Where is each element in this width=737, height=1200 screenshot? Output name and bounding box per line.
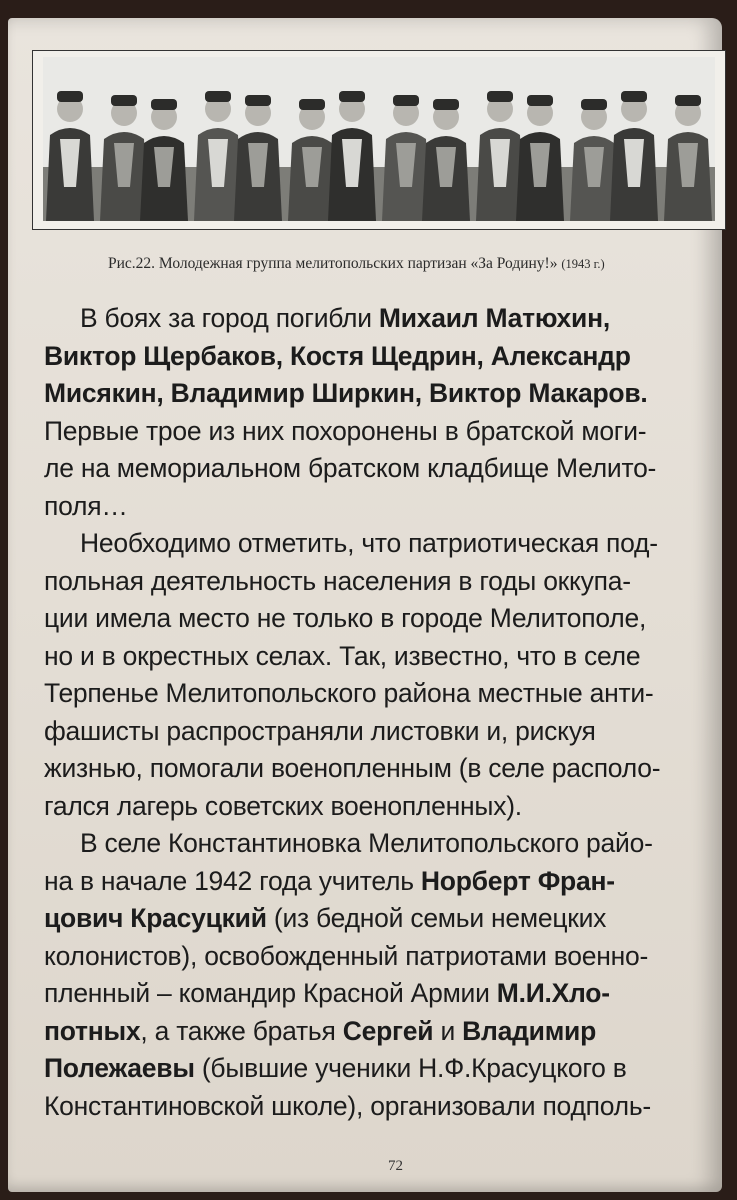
text-segment: колонистов), освобожденный патриотами военно- [44, 940, 649, 971]
text-segment: ции имела место не только в городе Мелитополе, [44, 603, 647, 633]
text-segment: польная деятельность населения в годы оккупа- [44, 565, 631, 596]
bold-name: потных [44, 1015, 141, 1046]
bold-name: М.И.Хло- [496, 978, 610, 1008]
person-cap [581, 99, 607, 110]
text-segment: Терпенье Мелитопольского района местные анти- [44, 678, 654, 708]
text-line [44, 413, 734, 451]
text-segment: (бывшие ученики Н.Ф.Красуцкого в [194, 1053, 627, 1083]
figure-frame [32, 50, 726, 230]
text-segment: фашисты распространяли листовки и, рискуя [44, 715, 596, 746]
person-cap [393, 95, 419, 106]
bold-name: цович Красуцкий [44, 903, 267, 933]
body-text [44, 300, 734, 1125]
bold-name: Норберт Фран- [420, 865, 615, 896]
text-segment: В боях за город погибли [80, 303, 379, 333]
text-line [44, 525, 734, 563]
text-line [44, 713, 734, 751]
text-segment: поля… [44, 490, 128, 521]
page-number: 72 [388, 1158, 403, 1174]
group-photo-illustration [43, 57, 715, 221]
text-segment: Необходимо отметить, что патриотическая под- [80, 528, 658, 558]
paragraph [44, 825, 734, 1125]
text-line [44, 300, 734, 338]
group-photo [43, 57, 715, 221]
bold-name: Сергей [342, 1015, 434, 1046]
text-line [44, 863, 734, 901]
text-line [44, 488, 734, 526]
person-cap [245, 95, 271, 106]
person-cap [339, 91, 365, 102]
paragraph [44, 300, 734, 525]
text-segment: Константиновской школе), организовали подполь- [44, 1090, 652, 1121]
person-cap [621, 91, 647, 102]
text-segment: В селе Константиновка Мелитопольского райо- [80, 828, 653, 858]
figure-caption-text: Рис.22. Молодежная группа мелитопольских партизан «За Родину!» [108, 255, 558, 272]
text-line [44, 1050, 734, 1088]
bold-name: Владимир [462, 1015, 597, 1046]
text-line [44, 900, 734, 938]
text-line [44, 338, 734, 376]
text-segment: Первые трое из них похоронены в братской моги- [44, 415, 647, 446]
text-line [44, 375, 734, 413]
person-cap [151, 99, 177, 110]
text-line [44, 563, 734, 601]
figure-caption-year: (1943 г.) [561, 257, 605, 271]
text-segment: но и в окрестных селах. Так, известно, что в селе [44, 640, 641, 671]
text-line [44, 1013, 734, 1051]
text-segment: и [433, 1015, 463, 1046]
text-segment: ле на мемориальном братском кладбище Мелито- [44, 453, 657, 483]
text-line [44, 938, 734, 976]
text-segment: жизнью, помогали военопленным (в селе располо- [44, 753, 661, 783]
text-line [44, 675, 734, 713]
figure-caption [108, 255, 728, 273]
text-line [44, 788, 734, 826]
bold-name: Виктор Щербаков, Костя Щедрин, Александр [44, 340, 631, 371]
bold-name: Полежаевы [44, 1053, 195, 1083]
text-line [44, 638, 734, 676]
person-cap [487, 91, 513, 102]
text-segment: , а также братья [140, 1015, 343, 1046]
text-line [44, 1088, 734, 1126]
text-line [44, 825, 734, 863]
book-page [8, 18, 722, 1192]
text-segment: гался лагерь советских военопленных). [44, 790, 522, 821]
text-line [44, 975, 734, 1013]
paragraph [44, 525, 734, 825]
person-cap [527, 95, 553, 106]
person-cap [299, 99, 325, 110]
text-segment: (из бедной семьи немецких [266, 903, 607, 933]
text-segment: на в начале 1942 года учитель [44, 865, 421, 896]
text-line [44, 450, 734, 488]
bold-name: Мисякин, Владимир Ширкин, Виктор Макаров. [44, 378, 648, 408]
text-line [44, 600, 734, 638]
text-line [44, 750, 734, 788]
person-cap [111, 95, 137, 106]
person-cap [433, 99, 459, 110]
person-cap [205, 91, 231, 102]
person-cap [57, 91, 83, 102]
person-cap [675, 95, 701, 106]
text-segment: пленный – командир Красной Армии [44, 978, 497, 1008]
bold-name: Михаил Матюхин, [378, 303, 610, 333]
